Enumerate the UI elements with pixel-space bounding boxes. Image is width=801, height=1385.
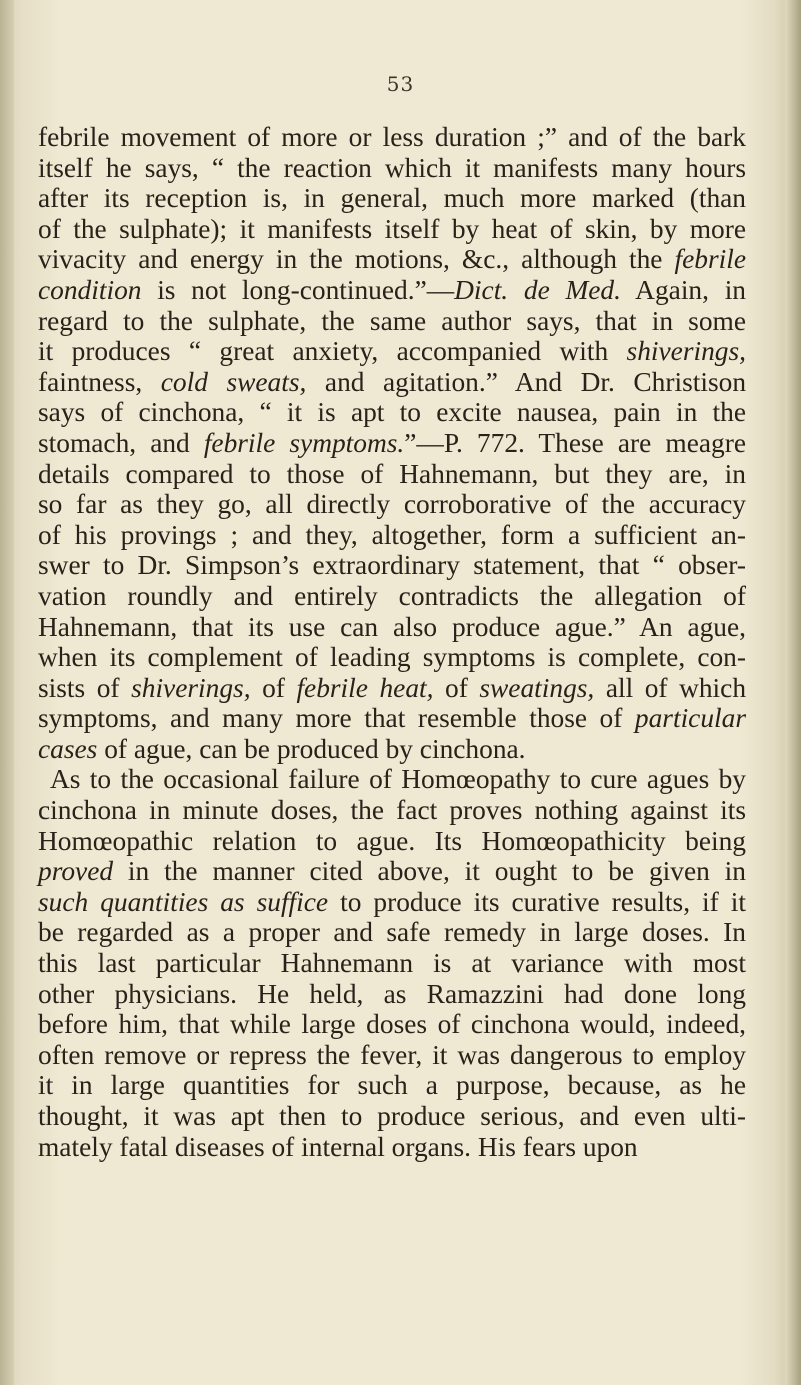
body-text — [38, 122, 746, 1162]
text-line — [38, 764, 746, 795]
italic-text: condition — [38, 274, 142, 305]
italic-text: particular — [634, 703, 746, 734]
text-run: febrile movement of more or less duration ;” and of the bark — [38, 122, 746, 152]
text-line — [38, 673, 746, 704]
italic-text: Dict. de Med. — [454, 274, 621, 305]
text-line — [38, 489, 746, 520]
text-line — [38, 428, 746, 459]
text-line — [38, 887, 746, 918]
text-run: it in large quantities for such a purpose, because, as he — [38, 1070, 746, 1101]
text-line — [38, 153, 746, 184]
text-line — [38, 306, 746, 337]
text-run: so far as they go, all directly corroborative of the accuracy — [38, 489, 746, 520]
text-run: before him, that while large doses of cinchona would, indeed, — [38, 1009, 746, 1040]
text-run: symptoms, and many more that resemble those of — [38, 703, 635, 734]
italic-text: sweatings, — [479, 672, 595, 703]
text-line — [38, 826, 746, 857]
text-line — [38, 520, 746, 551]
text-run: swer to Dr. Simpson’s extraordinary statement, that “ obser- — [38, 550, 746, 581]
text-run: other physicians. He held, as Ramazzini had done long — [38, 978, 746, 1009]
italic-text: febrile heat, — [296, 672, 434, 703]
text-run: of the sulphate); it manifests itself by heat of skin, by more — [38, 213, 746, 244]
text-run: Hahnemann, that its use can also produce ague.” An ague, — [38, 611, 746, 642]
text-line — [38, 917, 746, 948]
text-run: of — [250, 672, 297, 703]
italic-text: cases — [38, 733, 98, 764]
text-run: when its complement of leading symptoms is complete, con- — [38, 642, 746, 673]
text-run: itself he says, “ the reaction which it manifests many hours — [38, 152, 746, 183]
text-line — [38, 1009, 746, 1040]
text-line — [38, 1040, 746, 1071]
text-run: says of cinchona, “ it is apt to excite nausea, pain in the — [38, 397, 746, 428]
page-left-edge — [0, 0, 14, 1385]
italic-text: cold sweats, — [160, 366, 307, 397]
text-line — [38, 612, 746, 643]
paragraph — [38, 122, 746, 764]
text-line — [38, 336, 746, 367]
text-line — [38, 214, 746, 245]
text-run: be regarded as a proper and safe remedy in large doses. In — [38, 917, 746, 948]
text-run: this last particular Hahnemann is at variance with most — [38, 948, 746, 979]
text-line — [38, 1070, 746, 1101]
text-run: stomach, and — [38, 427, 204, 458]
text-line — [38, 703, 746, 734]
page-right-edge — [785, 0, 801, 1385]
text-run: often remove or repress the fever, it was dangerous to employ — [38, 1039, 746, 1070]
text-run: regard to the sulphate, the same author says, that in some — [38, 305, 746, 336]
text-run: of his provings ; and they, altogether, form a sufficient an- — [38, 519, 746, 550]
text-run: As to the occasional failure of Homœopathy to cure agues by — [50, 764, 746, 795]
text-run: ”—P. 772. These are meagre — [404, 427, 746, 458]
text-line — [38, 1132, 746, 1163]
text-line — [38, 581, 746, 612]
text-run: of ague, can be produced by cinchona. — [97, 733, 526, 764]
text-run: it produces “ great anxiety, accompanied with — [38, 336, 627, 367]
italic-text: febrile — [674, 244, 746, 275]
text-run: cinchona in minute doses, the fact proves nothing against its — [38, 795, 746, 826]
text-line — [38, 550, 746, 581]
text-run: faintness, — [38, 366, 161, 397]
text-run: of — [433, 672, 480, 703]
text-run: mately fatal diseases of internal organs. His fears upon — [38, 1131, 638, 1162]
text-run: in the manner cited above, it ought to be given in — [113, 856, 746, 887]
italic-text: proved — [38, 856, 114, 887]
italic-text: febrile symptoms. — [203, 427, 405, 458]
text-run: to produce its curative results, if it — [328, 886, 746, 917]
paragraph — [38, 764, 746, 1162]
italic-text: shiverings, — [131, 672, 251, 703]
text-line — [38, 244, 746, 275]
text-line — [38, 642, 746, 673]
page-number: 53 — [386, 72, 415, 96]
text-run: details compared to those of Hahnemann, but they are, in — [38, 458, 746, 489]
text-line — [38, 1101, 746, 1132]
text-run: vation roundly and entirely contradicts the allegation of — [38, 580, 746, 611]
text-line — [38, 122, 746, 153]
text-run: after its reception is, in general, much more marked (than — [38, 183, 746, 214]
text-run: all of which — [594, 672, 747, 703]
italic-text: such quantities as suffice — [38, 886, 329, 917]
text-line — [38, 183, 746, 214]
text-line — [38, 367, 746, 398]
text-line — [38, 459, 746, 490]
text-run: sists of — [38, 672, 132, 703]
text-line — [38, 275, 746, 306]
italic-text: shiverings, — [626, 336, 746, 367]
text-run: vivacity and energy in the motions, &c., although the — [38, 244, 675, 275]
text-run: Again, in — [620, 274, 746, 305]
text-run: thought, it was apt then to produce serious, and even ulti- — [38, 1101, 746, 1131]
text-line — [38, 856, 746, 887]
text-line — [38, 948, 746, 979]
text-run: is not long-continued.”— — [141, 274, 455, 305]
text-line — [38, 397, 746, 428]
text-run: Homœopathic relation to ague. Its Homœopathicity being — [38, 825, 746, 856]
text-run: and agitation.” And Dr. Christison — [306, 366, 747, 397]
text-line — [38, 979, 746, 1010]
text-line — [38, 795, 746, 826]
text-line — [38, 734, 746, 765]
